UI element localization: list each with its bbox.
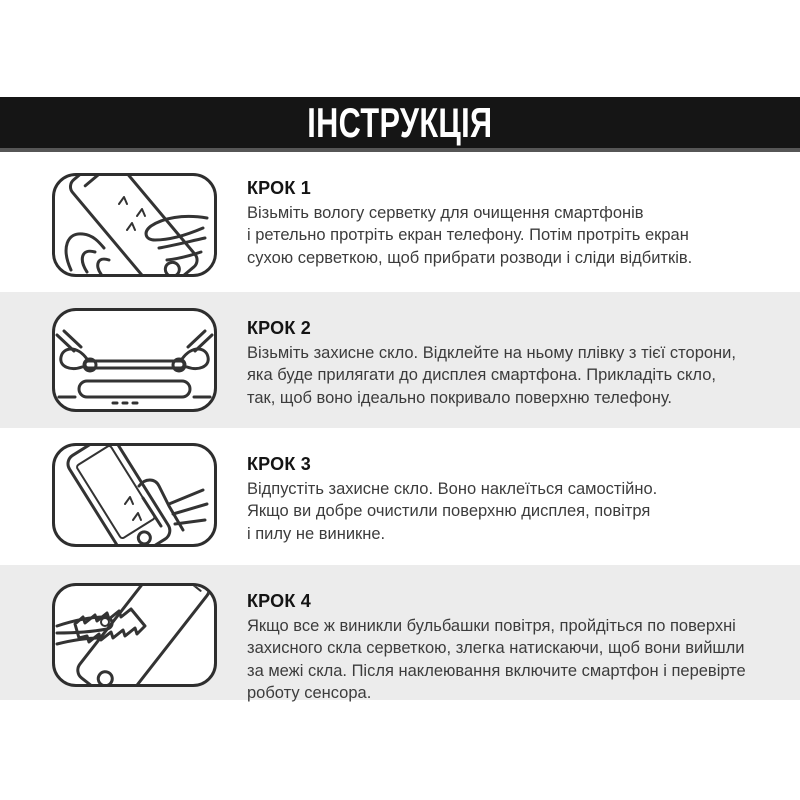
step-text-line: Відпустіть захисне скло. Воно наклеїться самостійно. bbox=[247, 480, 658, 498]
release-glass-self-stick-icon bbox=[55, 446, 214, 544]
step-text-line: Якщо ви добре очистили поверхню дисплея, повітря bbox=[247, 502, 651, 521]
step-text-line: Якщо все ж виникли бульбашки повітря, пройдіться по поверхні bbox=[247, 617, 736, 635]
step-row-4 bbox=[0, 565, 800, 703]
step-row-1 bbox=[0, 152, 800, 292]
step-row-2 bbox=[0, 292, 800, 428]
step4-text bbox=[247, 591, 746, 705]
wipe-phone-with-wet-cloth-icon bbox=[55, 176, 214, 274]
step2-figure bbox=[52, 308, 217, 412]
step-text-line: Візьміть вологу серветку для очищення смартфонів bbox=[247, 204, 644, 222]
step-label: КРОК 2 bbox=[247, 318, 311, 338]
step-text-line: Візьміть захисне скло. Відклейте на ньому плівку з тієї сторони, bbox=[247, 344, 736, 362]
press-out-bubbles-with-cloth-icon bbox=[55, 586, 214, 684]
title-banner bbox=[0, 97, 800, 152]
step-text-line: за межі скла. Після наклеювання включите смартфон і перевірте bbox=[247, 661, 746, 680]
peel-film-and-place-glass-icon bbox=[55, 311, 214, 409]
step-text-line: роботу сенсора. bbox=[247, 684, 372, 703]
step-text-line: так, щоб воно ідеально покривало поверхню телефону. bbox=[247, 388, 672, 407]
page-title: ІНСТРУКЦІЯ bbox=[307, 98, 493, 146]
step-text-line: сухою серветкою, щоб прибрати розводи і сліди відбитків. bbox=[247, 248, 693, 267]
step-label: КРОК 4 bbox=[247, 591, 311, 611]
step-text-line: захисного скла серветкою, злегка натискаючи, щоб вони вийшли bbox=[247, 639, 745, 658]
step3-text bbox=[247, 454, 657, 545]
step-label: КРОК 3 bbox=[247, 454, 311, 474]
step1-text bbox=[247, 178, 692, 269]
step2-text bbox=[247, 318, 736, 409]
step-row-3 bbox=[0, 428, 800, 565]
step1-figure bbox=[52, 173, 217, 277]
step4-figure bbox=[52, 583, 217, 687]
step-label: КРОК 1 bbox=[247, 178, 311, 198]
step-text-line: яка буде прилягати до дисплея смартфона. Прикладіть скло, bbox=[247, 366, 716, 385]
step-text-line: і ретельно протріть екран телефону. Потім протріть екран bbox=[247, 226, 689, 245]
step3-figure bbox=[52, 443, 217, 547]
step-text-line: і пилу не виникне. bbox=[247, 524, 386, 543]
